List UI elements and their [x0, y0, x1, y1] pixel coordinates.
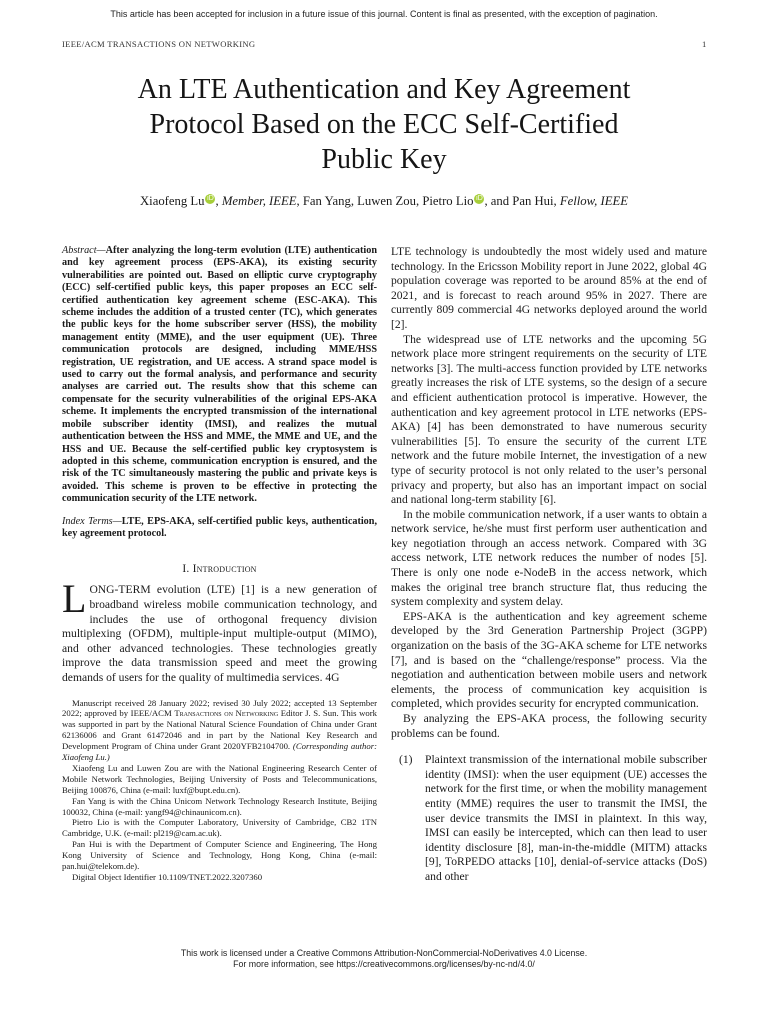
intro-paragraph-1-text: ONG-TERM evolution (LTE) [1] is a new generation of broadband wireless mobile communication technology, and includes the use of orthogonal frequency division multiplexing (OFDM), multiple-input multiple-output (MIMO), and other advanced technologies. These technologies greatly improve the data transmission speed and meet the growing demands of users for the quality of multimedia services. 4G	[62, 583, 377, 684]
author-name: Luwen Zou	[357, 194, 416, 208]
abstract-text: After analyzing the long-term evolution (LTE) authentication and key agreement process (EPS-AKA), its existing security vulnerabilities are pointed out. Based on elliptic curve cryptography (ECC) self-certified public keys, this paper proposes an ECC self-certified authentication key agreement scheme (ESC-AKA). This scheme includes the addition of a trusted center (TC), which generates the public keys for the home subscriber server (HSS), the mobility management entity (MME), and the user equipment (UE). Three communication protocols are designed, including MME/HSS registration, UE registration, and UE access. A strand space model is used to carry out the formal analysis, and performance and security analyses are carried out. The results show that this scheme can compensate for the security vulnerabilities of the original EPS-AKA scheme. It implements the encrypted transmission of the international mobile subscriber identity (IMSI), and realizes the mutual authentication between the HSS and MME, the MME and UE, and the HSS and UE. Because the self-certified public key cryptosystem is adopted in this scheme, communication encryption is ensured, and the risk of the TC simultaneously mastering the public and private keys is avoided. This scheme is proven to be effective in protecting the communication security of the LTE network.	[62, 245, 377, 505]
footnote-affiliation: Pietro Lio is with the Computer Laboratory, University of Cambridge, CB2 1TN Cambridge, U.K. (e-mail: pl219@cam.ac.uk).	[62, 817, 377, 839]
license-line-2[interactable]: For more information, see https://creativecommons.org/licenses/by-nc-nd/4.0/	[233, 959, 535, 969]
intro-paragraph-5: By analyzing the EPS-AKA process, the following security problems can be found.	[391, 712, 707, 740]
author-name: Pan Hui	[512, 194, 554, 208]
intro-paragraph-2: The widespread use of LTE networks and the upcoming 5G network place more stringent requirements on the security of LTE networks [3]. The multi-access function provided by LTE networks greatly increases the risk of LTE systems, so the design of a secure and efficient authentication protocol is imperative. However, the authentication and key agreement protocol in LTE networks (EPS-AKA) [4] has been demonstrated to have numerous security vulnerabilities [5]. To ensure the security of the current LTE network and the future mobile Internet, the investigation of a new type of security protocol is not only related to the user’s personal privacy and property, but also has an important impact on social and national long-term stability [6].	[391, 332, 707, 507]
license-footer	[0, 948, 768, 970]
intro-paragraph-1	[62, 576, 377, 685]
right-column	[391, 245, 707, 885]
intro-paragraph-1-continued: LTE technology is undoubtedly the most widely used and mature technology. In the Ericsson Mobility report in June 2022, global 4G population coverage was reported to be around 85% at the end of 2021, and is forecast to reach around 95% in 2027. There are currently 809 commercial 4G networks deployed around the world [2].	[391, 245, 707, 331]
footnote-affiliation: Pan Hui is with the Department of Computer Science and Engineering, The Hong Kong University of Science and Technology, Hong Kong, China (e-mail: pan.hui@telekom.de).	[62, 839, 377, 872]
title-line-3: Public Key	[321, 144, 447, 175]
intro-paragraph-4: EPS-AKA is the authentication and key agreement scheme developed by the 3rd Generation Partnership Project (3GPP) organization on the basis of the 3G-AKA scheme for LTE networks [7], and is based on the “challenge/response” process. Via the negotiation and authentication between mobile users and network elements, the process of communication key acquisition is completed, which provides security for encrypted communication.	[391, 609, 707, 711]
section-number: I.	[182, 562, 190, 576]
title-line-2: Protocol Based on the ECC Self-Certified	[149, 109, 619, 140]
index-terms-label: Index Terms—	[62, 515, 122, 527]
author-role: Fellow, IEEE	[559, 194, 628, 208]
author-conjunction: and	[490, 194, 510, 208]
section-heading-introduction	[62, 562, 377, 575]
index-terms	[62, 516, 377, 541]
list-item-number: (1)	[399, 753, 413, 767]
paper-title	[80, 72, 688, 177]
author-list: Xiaofeng Lu iD , Member, IEEE, Fan Yang, Luwen Zou, Pietro Lio iD , and Pan Hui, Fellow, IEEE	[140, 194, 628, 208]
license-line-1: This work is licensed under a Creative Commons Attribution-NonCommercial-NoDerivatives 4.0 License.	[180, 948, 588, 958]
author-name: Xiaofeng Lu	[140, 194, 205, 208]
index-terms-text: LTE, EPS-AKA, self-certified public keys, authentication, key agreement protocol.	[62, 515, 377, 539]
footnote-text: Manuscript received 28 January 2022; revised 30 July 2022; accepted 13 September 2022; approved by IEEE/ACM	[62, 697, 377, 719]
orcid-icon[interactable]: iD	[476, 195, 483, 202]
footnote-doi: Digital Object Identifier 10.1109/TNET.2022.3207360	[72, 872, 263, 882]
intro-paragraph-3: In the mobile communication network, if a user wants to obtain a network service, he/she must first perform user authentication and key negotiation through an access network. Compared with 3G access network, LTE network reduces the number of nodes [5]. There is only one node e-NodeB in the access network, which makes the original tree branch structure flat, thus reducing the system complexity and system delay.	[391, 507, 707, 609]
drop-cap: L	[62, 576, 87, 622]
list-item-text: Plaintext transmission of the international mobile subscriber identity (IMSI): when the user equipment (UE) accesses the network for the first time, or when the mobility management entity (MME) requires the user to transmit the IMSI, the user device transmits the IMSI in plaintext. In this way, IMSI can easily be intercepted, which can then lead to user identity disclosure [8], man-in-the-middle (MITM) attacks [9], ToRPEDO attacks [10], denial-of-service attacks (DoS) and other	[425, 753, 707, 883]
author-role: Member, IEEE	[221, 194, 297, 208]
journal-name: Transactions on Networking	[174, 708, 279, 719]
running-head: IEEE/ACM TRANSACTIONS ON NETWORKING	[62, 39, 256, 49]
abstract-label: Abstract—	[62, 245, 106, 256]
footnote-affiliation: Xiaofeng Lu and Luwen Zou are with the National Engineering Research Center of Mobile Network Technologies, Beijing University of Posts and Telecommunications, Beijing 100876, China (e-mail: luxf@bupt.edu.cn).	[62, 762, 377, 795]
corresponding-author: (Corresponding author: Xiaofeng Lu.)	[62, 741, 377, 763]
footnote-manuscript	[62, 698, 377, 763]
left-column	[62, 245, 377, 883]
title-line-1: An LTE Authentication and Key Agreement	[137, 74, 631, 105]
page-number: 1	[702, 39, 707, 49]
abstract	[62, 245, 377, 506]
footnote-text: Editor J. S. Sun. This work was supported in part by the National Natural Science Foundation of China under Grant 62136006 and Grant 61472046 and in part by the National Key Research and Development Program of China under Grant 2020YFB2104700.	[62, 708, 378, 752]
author-name: Fan Yang	[302, 194, 351, 208]
acceptance-notice: This article has been accepted for inclusion in a future issue of this journal. Content is final as presented, with the exception of pagination.	[110, 9, 658, 19]
orcid-icon[interactable]: iD	[207, 195, 214, 202]
author-name: Pietro Lio	[422, 194, 474, 208]
section-title: Introduction	[192, 562, 257, 576]
list-item	[391, 753, 707, 884]
footnote-affiliation: Fan Yang is with the China Unicom Network Technology Research Institute, Beijing 100032, China (e-mail: yangf94@chinaunicom.cn).	[62, 795, 377, 817]
